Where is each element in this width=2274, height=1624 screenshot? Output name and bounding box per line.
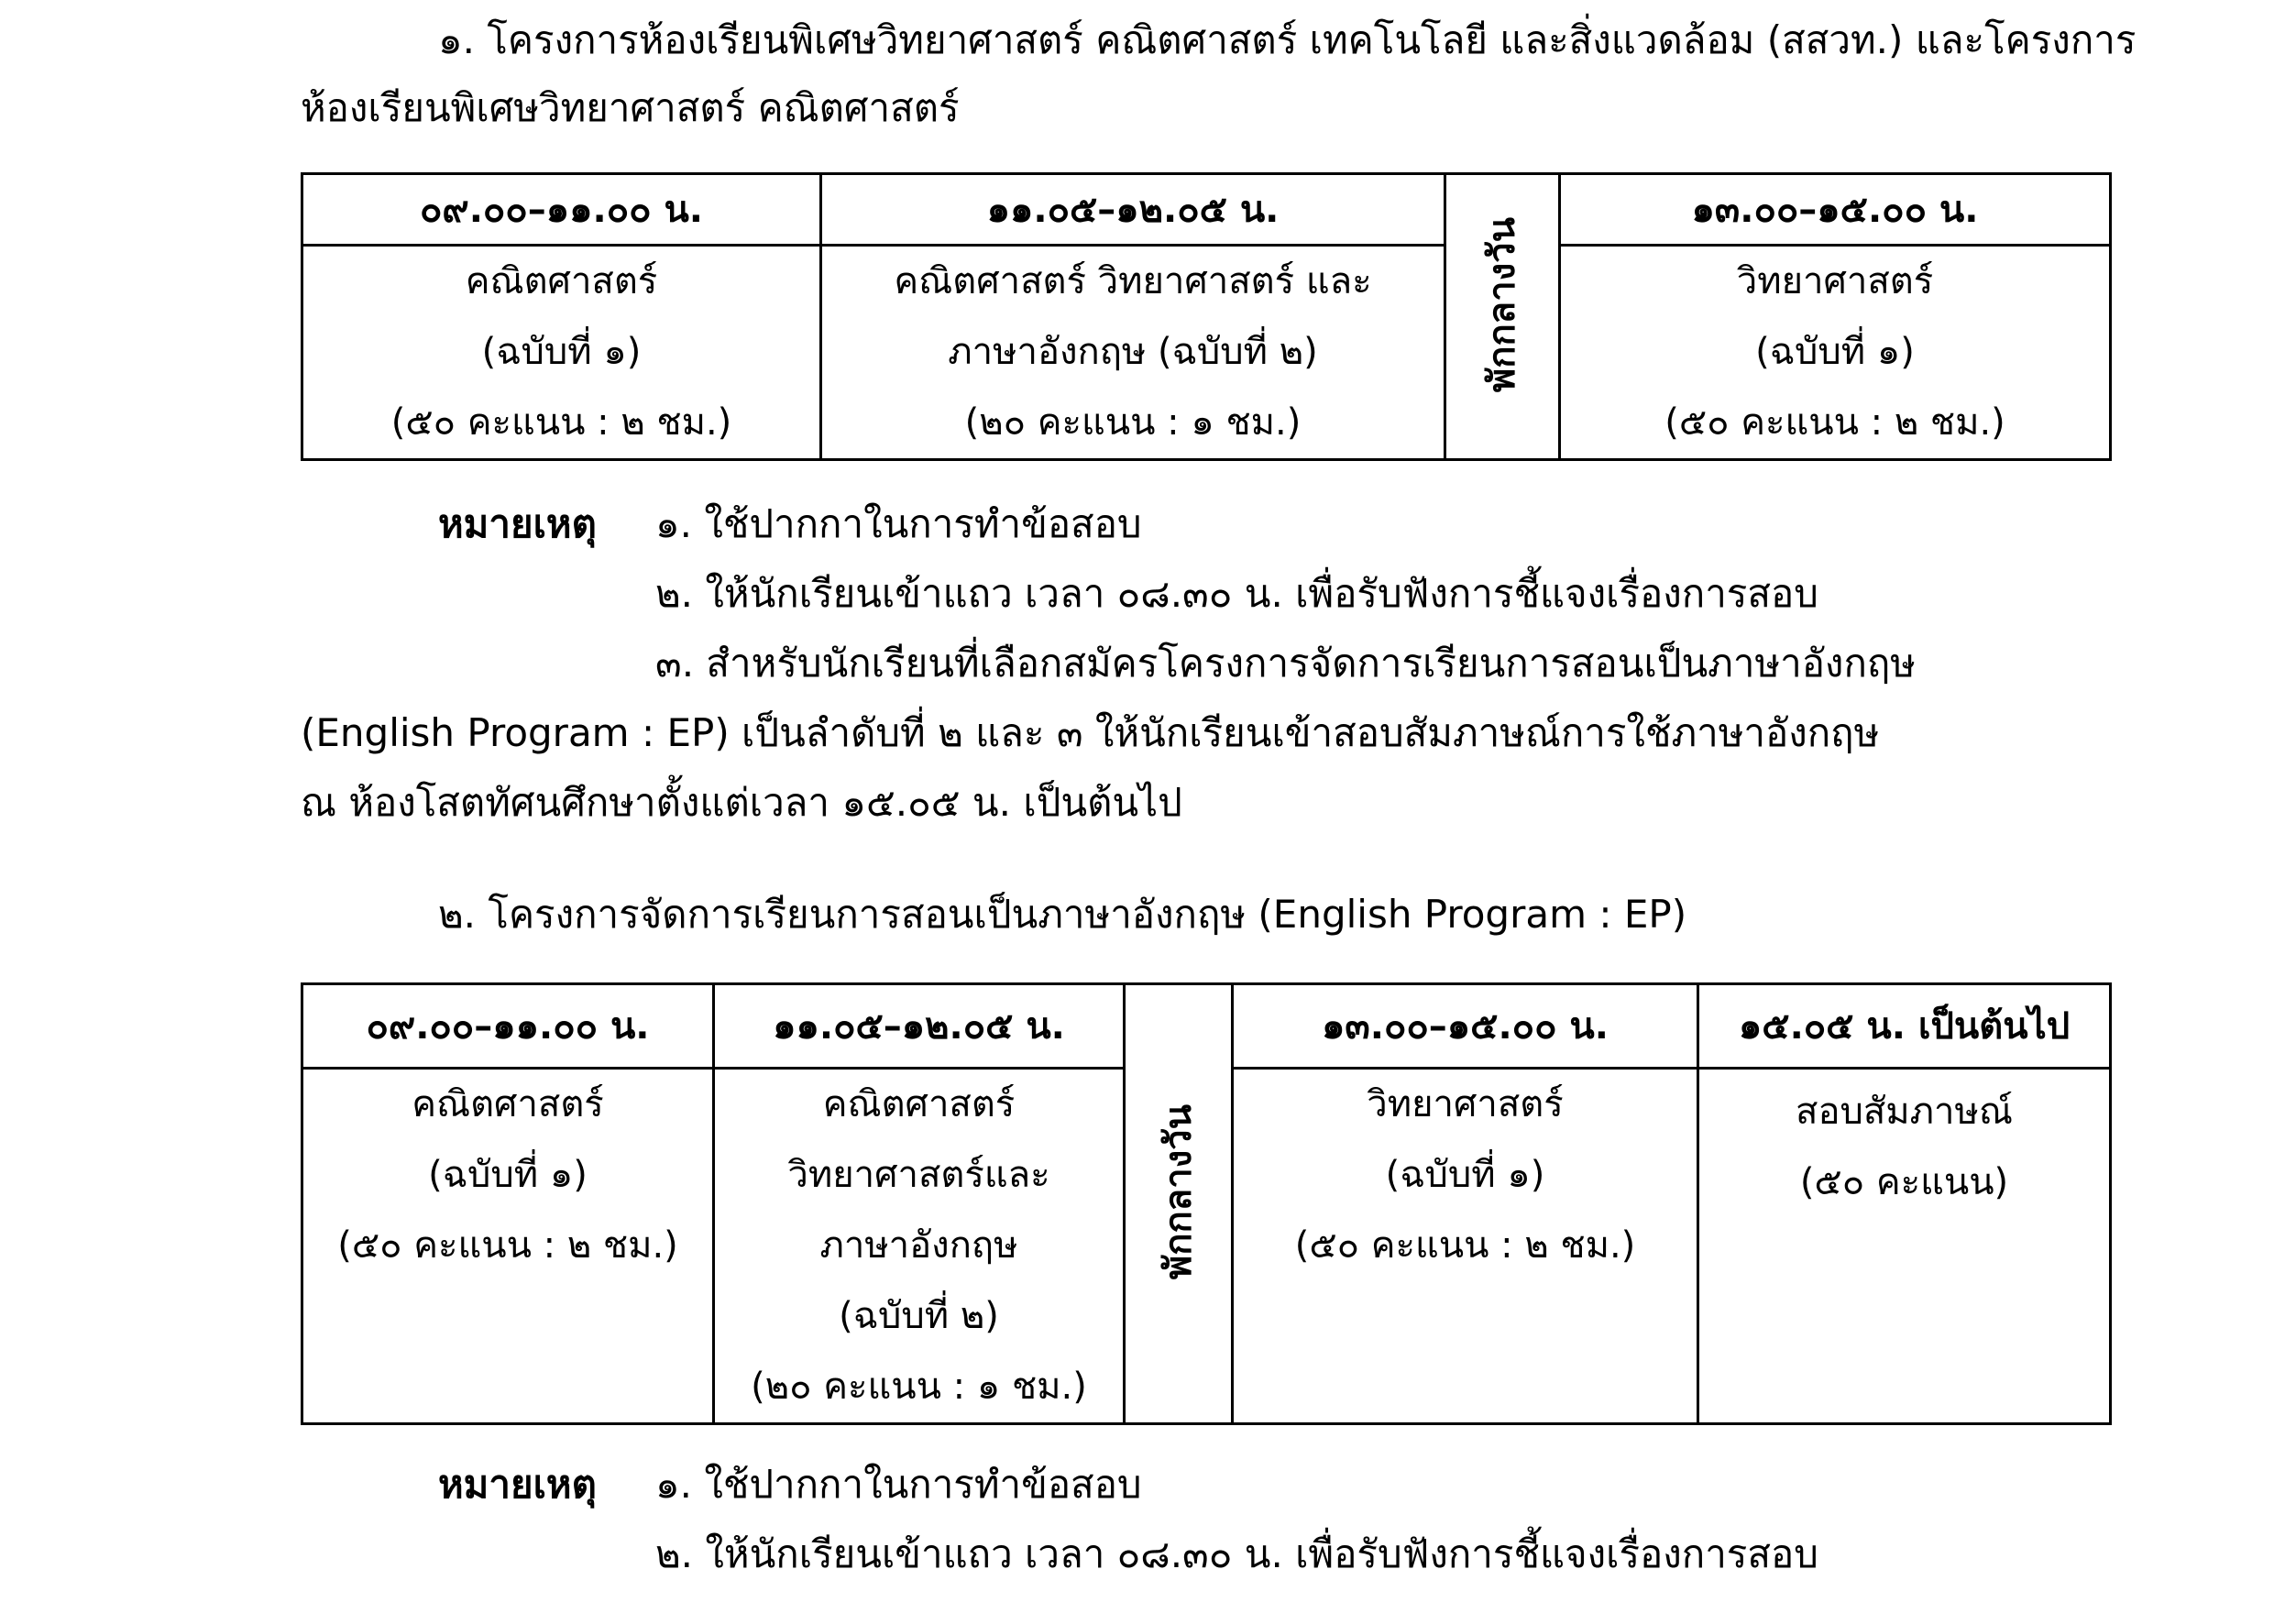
cell-line: คณิตศาสตร์ (822, 1083, 1016, 1125)
section1-note-2: ๒. ให้นักเรียนเข้าแถว เวลา ๐๘.๓๐ น. เพื่อรับฟังการชี้แจงเรื่องการสอบ (655, 571, 1818, 616)
section1-cell-science (1560, 246, 2111, 460)
cell-line: (ฉบับที่ ๑) (481, 331, 642, 373)
section2-note-2: ๒. ให้นักเรียนเข้าแถว เวลา ๐๘.๓๐ น. เพื่อรับฟังการชี้แจงเรื่องการสอบ (655, 1531, 1818, 1576)
section2-note-1: ๑. ใช้ปากกาในการทำข้อสอบ (655, 1462, 1142, 1507)
cell-line: คณิตศาสตร์ (465, 260, 658, 302)
cell-line: (๕๐ คะแนน) (1799, 1161, 2009, 1203)
section2-lunch-label: พักกลางวัน (1157, 1103, 1200, 1280)
section1-note-1: ๑. ใช้ปากกาในการทำข้อสอบ (655, 501, 1142, 546)
section2-cell-math-sci-eng (714, 1069, 1125, 1424)
cell-line: (๕๐ คะแนน : ๒ ชม.) (390, 401, 732, 444)
cell-line: ภาษาอังกฤษ (ฉบับที่ ๒) (948, 331, 1318, 373)
section2-header-3: ๑๓.๐๐–๑๕.๐๐ น. (1233, 984, 1698, 1069)
cell-line: (๕๐ คะแนน : ๒ ชม.) (337, 1224, 678, 1267)
section2-header-4: ๑๕.๐๕ น. เป็นต้นไป (1698, 984, 2111, 1069)
cell-line: (๒๐ คะแนน : ๑ ชม.) (964, 401, 1302, 444)
cell-line: สอบสัมภาษณ์ (1796, 1091, 2013, 1133)
cell-line: (ฉบับที่ ๑) (1385, 1154, 1545, 1196)
cell-line: วิทยาศาสตร์ (1736, 260, 1934, 302)
cell-line: ภาษาอังกฤษ (819, 1224, 1018, 1267)
section1-note-3: ๓. สำหรับนักเรียนที่เลือกสมัครโครงการจัดการเรียนการสอนเป็นภาษาอังกฤษ (655, 641, 1916, 686)
cell-line: (๒๐ คะแนน : ๑ ชม.) (751, 1366, 1087, 1408)
cell-line: คณิตศาสตร์ (412, 1083, 604, 1125)
cell-line: คณิตศาสตร์ วิทยาศาสตร์ และ (894, 260, 1372, 302)
section1-schedule-table (301, 172, 2112, 461)
section1-cell-math (302, 246, 821, 460)
cell-line: (ฉบับที่ ๑) (1755, 331, 1915, 373)
section2-header-1: ๐๙.๐๐–๑๑.๐๐ น. (302, 984, 714, 1069)
section2-lunch-break (1125, 984, 1233, 1424)
section2-heading: ๒. โครงการจัดการเรียนการสอนเป็นภาษาอังกฤษ (English Program : EP) (438, 892, 1687, 937)
section1-note-3-cont-1: (English Program : EP) เป็นลำดับที่ ๒ และ ๓ ให้นักเรียนเข้าสอบสัมภาษณ์การใช้ภาษาอังกฤษ (301, 710, 1880, 755)
section2-cell-science (1233, 1069, 1698, 1424)
cell-line: (ฉบับที่ ๒) (839, 1295, 999, 1337)
cell-line: วิทยาศาสตร์ (1367, 1083, 1564, 1125)
section1-header-1: ๐๙.๐๐–๑๑.๐๐ น. (302, 174, 821, 246)
cell-line: (๕๐ คะแนน : ๒ ชม.) (1294, 1224, 1636, 1267)
section2-cell-math (302, 1069, 714, 1424)
section2-note-label: หมายเหตุ (438, 1462, 597, 1507)
section1-header-2: ๑๑.๐๕–๑๒.๐๕ น. (821, 174, 1445, 246)
section1-lunch-break (1445, 174, 1560, 460)
cell-line: (ฉบับที่ ๑) (428, 1154, 588, 1196)
section1-cell-math-sci-eng (821, 246, 1445, 460)
cell-line: วิทยาศาสตร์และ (787, 1154, 1050, 1196)
section1-heading-line1: ๑. โครงการห้องเรียนพิเศษวิทยาศาสตร์ คณิตศาสตร์ เทคโนโลยี และสิ่งแวดล้อม (สสวท.) และโครงการ (438, 17, 2137, 62)
cell-line: (๕๐ คะแนน : ๒ ชม.) (1664, 401, 2005, 444)
section1-heading-line2: ห้องเรียนพิเศษวิทยาศาสตร์ คณิตศาสตร์ (301, 85, 960, 130)
section1-lunch-label: พักกลางวัน (1481, 216, 1523, 393)
section2-schedule-table (301, 982, 2112, 1425)
section2-cell-interview (1698, 1069, 2111, 1424)
section1-note-3-cont-2: ณ ห้องโสตทัศนศึกษาตั้งแต่เวลา ๑๕.๐๕ น. เป็นต้นไป (301, 780, 1182, 825)
section2-header-2: ๑๑.๐๕–๑๒.๐๕ น. (714, 984, 1125, 1069)
section1-note-label: หมายเหตุ (438, 501, 597, 546)
section1-header-3: ๑๓.๐๐–๑๕.๐๐ น. (1560, 174, 2111, 246)
